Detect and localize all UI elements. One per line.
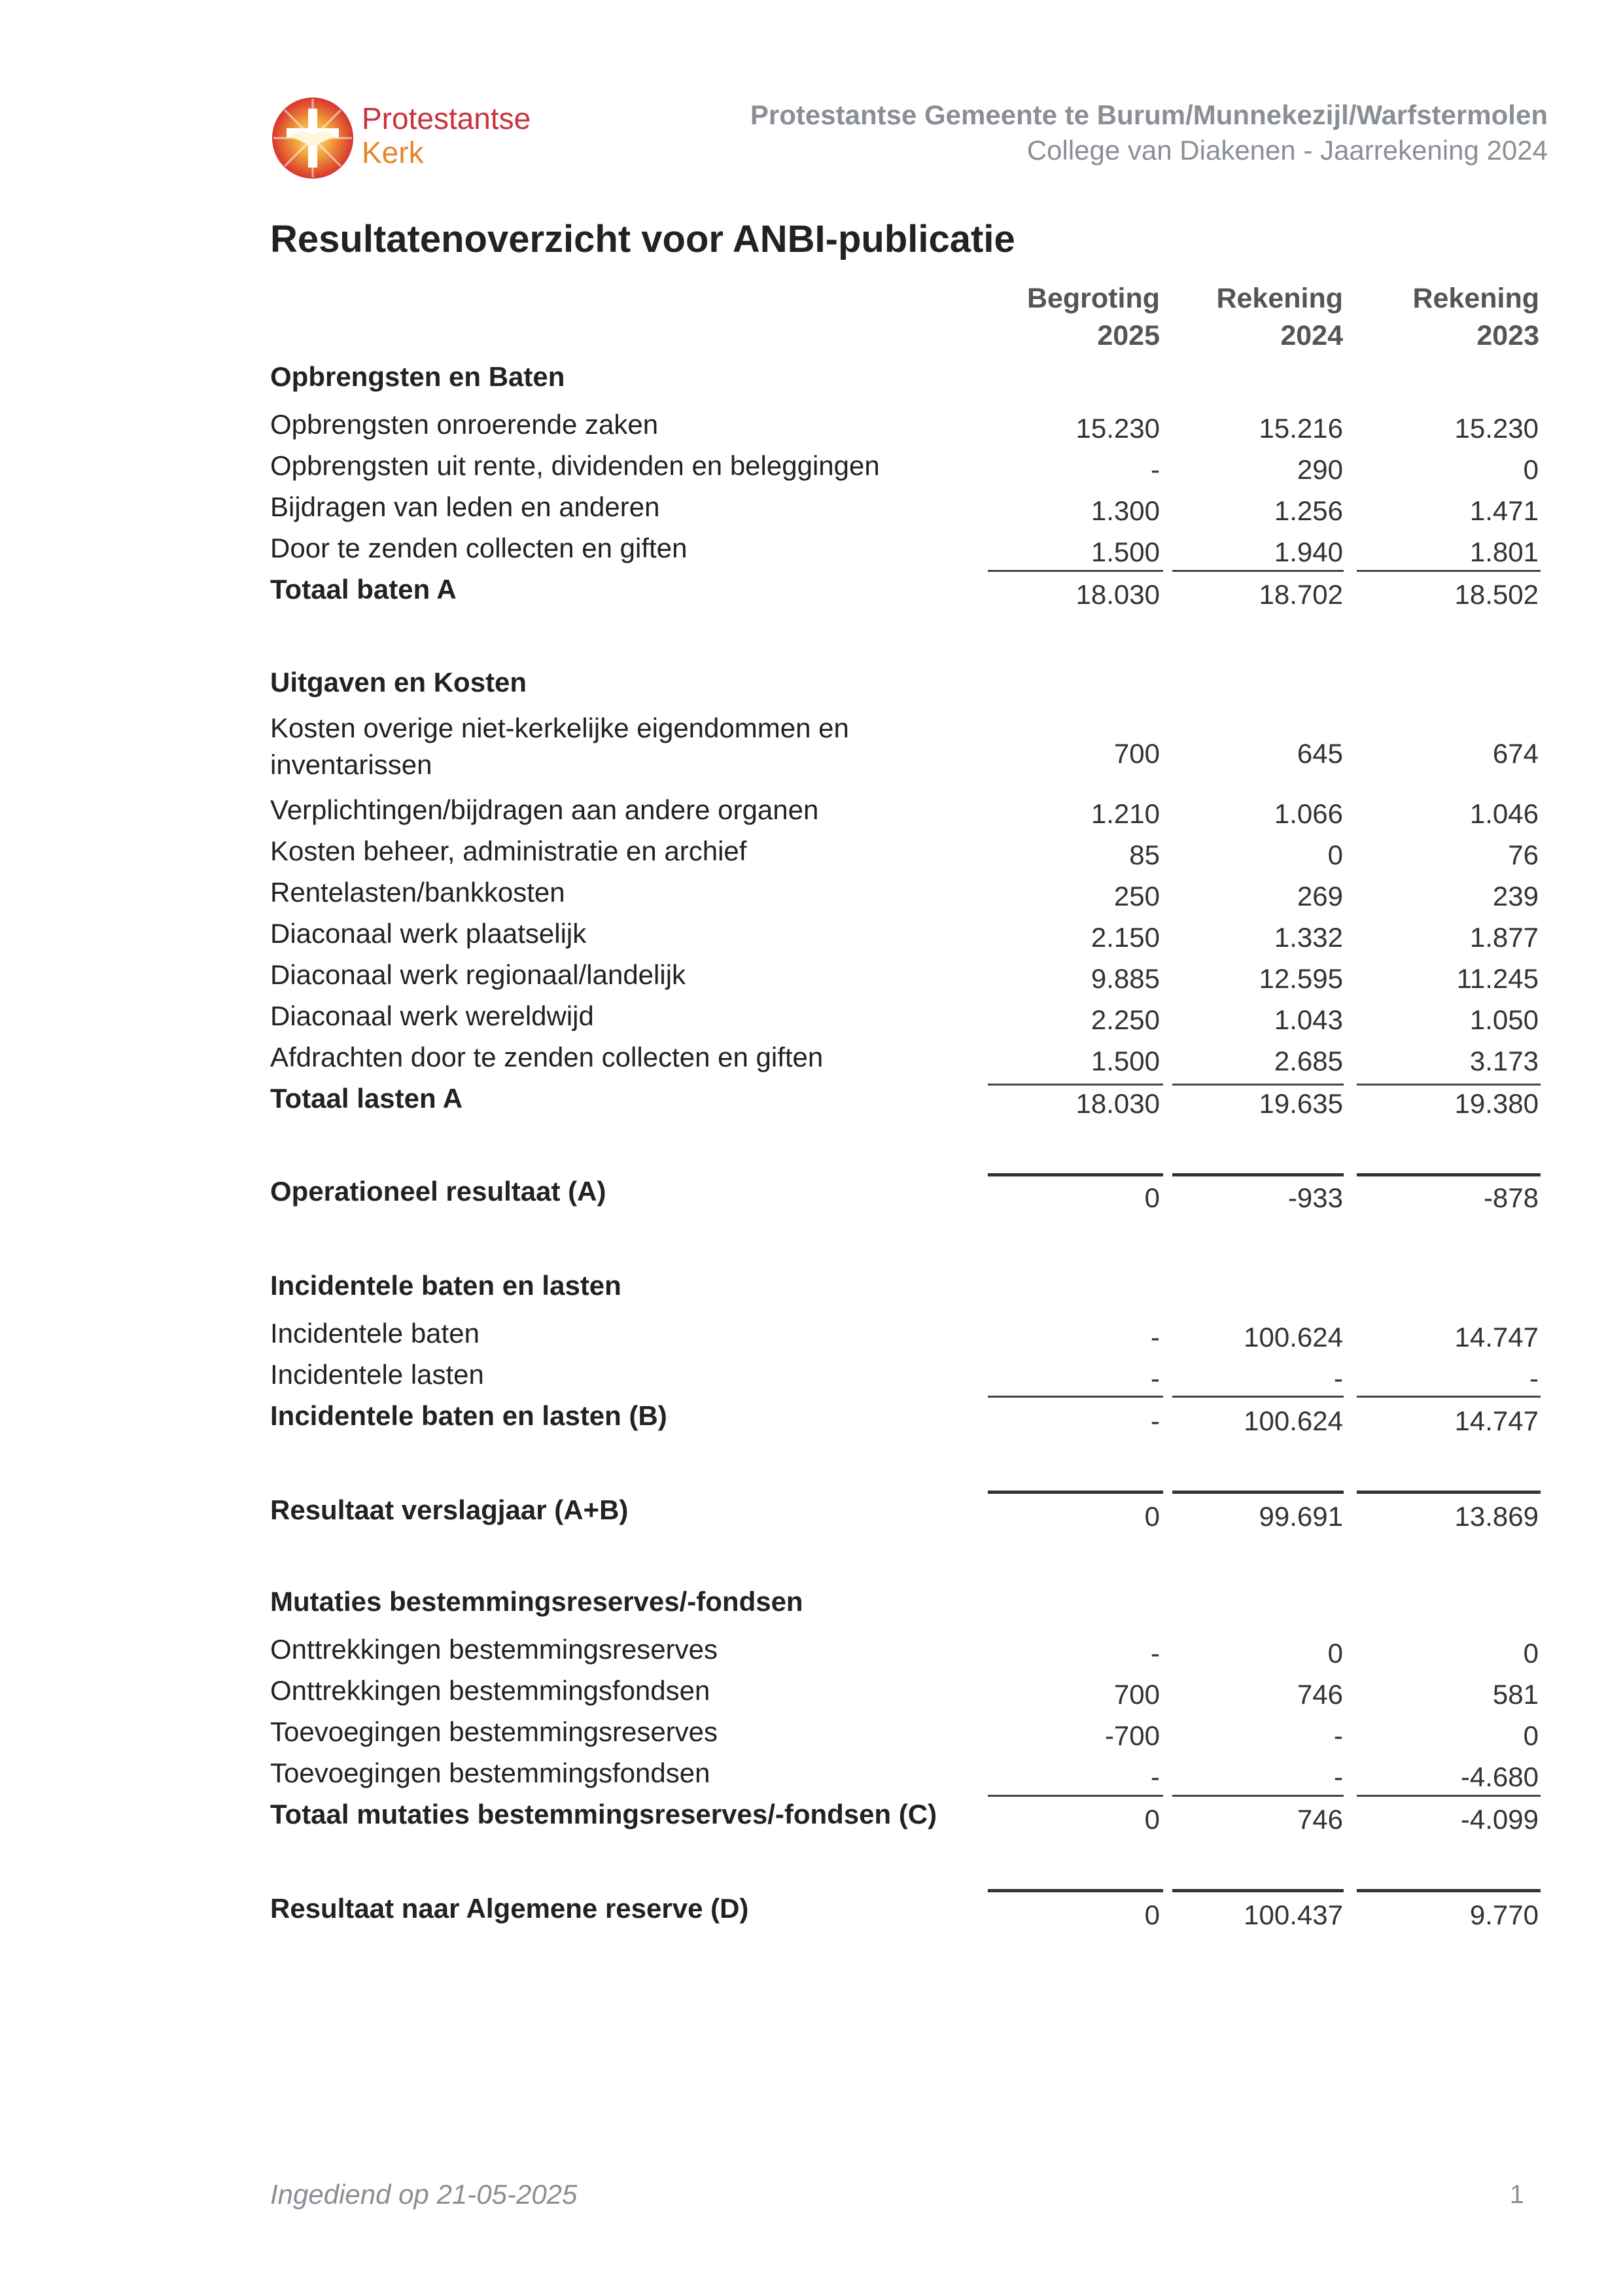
row-label: Incidentele lasten: [270, 1359, 484, 1390]
column-header-year: 2023: [1476, 320, 1539, 351]
cell-value: 1.801: [1469, 537, 1539, 567]
cell-value: 19.380: [1454, 1088, 1539, 1119]
cell-value: 100.624: [1244, 1405, 1343, 1436]
column-header-rekening-2023: [1341, 280, 1539, 355]
subtotal-rule: [1357, 1084, 1541, 1086]
section-heading: Opbrengsten en Baten: [270, 361, 565, 392]
subtotal-rule: [1357, 1396, 1541, 1398]
row-label: Opbrengsten onroerende zaken: [270, 409, 659, 440]
subtotal-rule: [1172, 1084, 1344, 1086]
cell-value: 1.256: [1274, 495, 1343, 526]
cell-value: 99.691: [1259, 1501, 1343, 1532]
row-label: Bijdragen van leden en anderen: [270, 491, 660, 522]
cell-value: 18.502: [1454, 579, 1539, 610]
row-label: Kosten overige niet-kerkelijke eigendommen en inventarissen: [270, 713, 849, 780]
total-rule-thick: [1172, 1491, 1344, 1494]
row-label: Afdrachten door te zenden collecten en giften: [270, 1042, 824, 1072]
cell-value: 1.332: [1274, 922, 1343, 953]
logo-text-protestantse: Protestantse: [362, 101, 531, 135]
cell-value: 0: [1523, 1638, 1539, 1669]
row-label: Diaconaal werk wereldwijd: [270, 1000, 594, 1031]
header-subtitle: College van Diakenen - Jaarrekening 2024: [1026, 135, 1548, 166]
cell-value: 100.437: [1244, 1899, 1343, 1930]
header-organisation: Protestantse Gemeente te Burum/Munnekezijl/Warfstermolen: [750, 99, 1548, 130]
cell-value: 2.150: [1091, 922, 1160, 953]
footer-page-number: 1: [1509, 2180, 1524, 2209]
row-label: Incidentele baten en lasten (B): [270, 1400, 667, 1431]
cell-value: 15.230: [1454, 413, 1539, 444]
cell-value: 0: [1327, 839, 1343, 870]
cell-value: -: [1334, 1363, 1343, 1394]
cell-value: -878: [1483, 1182, 1539, 1213]
row-label: Diaconaal werk regionaal/landelijk: [270, 959, 686, 990]
cell-value: 269: [1297, 881, 1343, 911]
cell-value: 85: [1129, 839, 1160, 870]
row-label: Resultaat naar Algemene reserve (D): [270, 1893, 749, 1924]
cell-value: -: [1151, 1761, 1160, 1792]
cell-value: 700: [1113, 738, 1160, 769]
column-header-line: Begroting: [1026, 283, 1160, 314]
row-label: Resultaat verslagjaar (A+B): [270, 1494, 629, 1525]
cell-value: 0: [1144, 1501, 1160, 1532]
column-header-year: 2024: [1280, 320, 1343, 351]
page-title: Resultatenoverzicht voor ANBI-publicatie: [270, 218, 1015, 260]
cell-value: -: [1334, 1761, 1343, 1792]
cell-value: -: [1151, 1322, 1160, 1352]
cell-value: 14.747: [1454, 1405, 1539, 1436]
cell-value: -: [1151, 1638, 1160, 1669]
church-emblem-icon: [270, 96, 355, 181]
logo-text-kerk: Kerk: [362, 135, 424, 169]
cell-value: 746: [1297, 1679, 1343, 1710]
cell-value: 1.500: [1091, 1046, 1160, 1076]
cell-value: 1.940: [1274, 537, 1343, 567]
total-rule-thick: [1357, 1889, 1541, 1892]
cell-value: 1.877: [1469, 922, 1539, 953]
cell-value: 0: [1523, 1720, 1539, 1751]
cell-value: 18.030: [1075, 1088, 1160, 1119]
total-rule-thick: [988, 1889, 1163, 1892]
cell-value: 1.210: [1091, 798, 1160, 829]
column-header-year: 2025: [1097, 320, 1160, 351]
row-label: Onttrekkingen bestemmingsfondsen: [270, 1675, 710, 1706]
column-header-line: Rekening: [1216, 283, 1343, 314]
subtotal-rule: [1357, 570, 1541, 572]
cell-value: 0: [1144, 1182, 1160, 1213]
cell-value: 0: [1523, 454, 1539, 485]
cell-value: 645: [1297, 738, 1343, 769]
subtotal-rule: [1172, 1795, 1344, 1797]
cell-value: 581: [1492, 1679, 1539, 1710]
cell-value: 18.702: [1259, 579, 1343, 610]
cell-value: 746: [1297, 1804, 1343, 1835]
subtotal-rule: [988, 1084, 1163, 1086]
total-rule-thick: [988, 1173, 1163, 1176]
cell-value: 14.747: [1454, 1322, 1539, 1352]
cell-value: 239: [1492, 881, 1539, 911]
cell-value: 1.471: [1469, 495, 1539, 526]
cell-value: 15.230: [1075, 413, 1160, 444]
cell-value: 18.030: [1075, 579, 1160, 610]
cell-value: -: [1151, 454, 1160, 485]
cell-value: -4.680: [1460, 1761, 1539, 1792]
cell-value: 19.635: [1259, 1088, 1343, 1119]
column-header-line: Rekening: [1412, 283, 1539, 314]
cell-value: 1.046: [1469, 798, 1539, 829]
cell-value: 700: [1113, 1679, 1160, 1710]
cell-value: 12.595: [1259, 963, 1343, 994]
cell-value: 100.624: [1244, 1322, 1343, 1352]
column-header-begroting-2025: [962, 280, 1160, 355]
cell-value: 76: [1508, 839, 1539, 870]
subtotal-rule: [1357, 1795, 1541, 1797]
cell-value: 13.869: [1454, 1501, 1539, 1532]
cell-value: 1.066: [1274, 798, 1343, 829]
row-label: Diaconaal werk plaatselijk: [270, 918, 587, 949]
cell-value: 9.770: [1469, 1899, 1539, 1930]
cell-value: 674: [1492, 738, 1539, 769]
cell-value: 9.885: [1091, 963, 1160, 994]
total-rule-thick: [1357, 1491, 1541, 1494]
cell-value: -933: [1287, 1182, 1343, 1213]
total-rule-thick: [1172, 1173, 1344, 1176]
row-label: Toevoegingen bestemmingsfondsen: [270, 1757, 710, 1788]
cell-value: 0: [1144, 1804, 1160, 1835]
cell-value: 0: [1327, 1638, 1343, 1669]
section-heading: Incidentele baten en lasten: [270, 1270, 621, 1301]
cell-value: -: [1529, 1363, 1539, 1394]
subtotal-rule: [1172, 1396, 1344, 1398]
cell-value: 250: [1113, 881, 1160, 911]
cell-value: 2.250: [1091, 1004, 1160, 1035]
total-rule-thick: [1172, 1889, 1344, 1892]
row-label: Onttrekkingen bestemmingsreserves: [270, 1634, 718, 1665]
section-heading: Uitgaven en Kosten: [270, 667, 527, 698]
cell-value: 1.500: [1091, 537, 1160, 567]
row-label: Totaal baten A: [270, 574, 457, 605]
row-label: Opbrengsten uit rente, dividenden en beleggingen: [270, 450, 880, 481]
cell-value: -700: [1104, 1720, 1160, 1751]
subtotal-rule: [988, 570, 1163, 572]
total-rule-thick: [1357, 1173, 1541, 1176]
cell-value: 1.300: [1091, 495, 1160, 526]
cell-value: 15.216: [1259, 413, 1343, 444]
cell-value: 1.050: [1469, 1004, 1539, 1035]
cell-value: 11.245: [1456, 963, 1539, 994]
section-heading: Mutaties bestemmingsreserves/-fondsen: [270, 1586, 803, 1617]
total-rule-thick: [988, 1491, 1163, 1494]
subtotal-rule: [988, 1396, 1163, 1398]
cell-value: -: [1151, 1363, 1160, 1394]
cell-value: 2.685: [1274, 1046, 1343, 1076]
cell-value: 290: [1297, 454, 1343, 485]
row-label: Door te zenden collecten en giften: [270, 533, 688, 563]
cell-value: -: [1151, 1405, 1160, 1436]
footer-submission-date: Ingediend op 21-05-2025: [270, 2179, 578, 2210]
row-label: Rentelasten/bankkosten: [270, 877, 565, 908]
cell-value: 1.043: [1274, 1004, 1343, 1035]
cell-value: -4.099: [1460, 1804, 1539, 1835]
row-label: Totaal mutaties bestemmingsreserves/-fondsen (C): [270, 1799, 937, 1829]
cell-value: 0: [1144, 1899, 1160, 1930]
row-label: Kosten beheer, administratie en archief: [270, 836, 747, 866]
row-label: Operationeel resultaat (A): [270, 1176, 606, 1207]
subtotal-rule: [988, 1795, 1163, 1797]
row-label: Totaal lasten A: [270, 1083, 463, 1114]
cell-value: 3.173: [1469, 1046, 1539, 1076]
column-header-rekening-2024: [1145, 280, 1343, 355]
row-label: Toevoegingen bestemmingsreserves: [270, 1716, 718, 1747]
row-label: Incidentele baten: [270, 1318, 480, 1349]
subtotal-rule: [1172, 570, 1344, 572]
row-label: Verplichtingen/bijdragen aan andere organen: [270, 794, 819, 825]
protestantse-kerk-logo: [270, 96, 558, 181]
cell-value: -: [1334, 1720, 1343, 1751]
